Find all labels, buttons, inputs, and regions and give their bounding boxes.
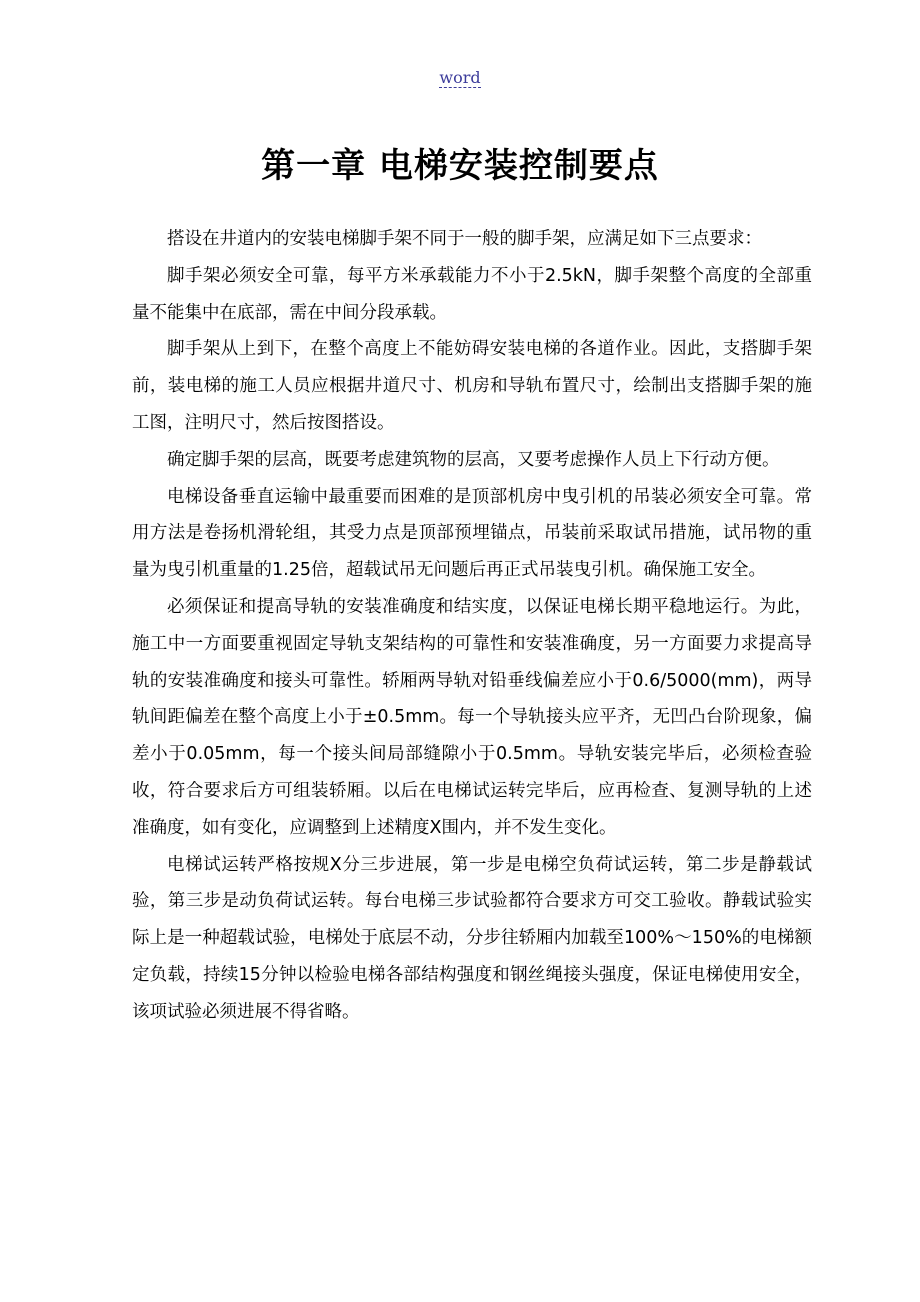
paragraph-intro: 搭设在井道内的安装电梯脚手架不同于一般的脚手架，应满足如下三点要求： — [167, 229, 762, 249]
paragraph-safety: 脚手架必须安全可靠，每平方米承载能力不小于2.5kN，脚手架整个高度的全部重量不能集中在底部，需在中间分段承载。 — [132, 265, 812, 323]
chapter-title: 第一章 电梯安装控制要点 — [261, 146, 659, 186]
header-word-label: word — [439, 68, 481, 87]
paragraph-test-run: 电梯试运转严格按规X分三步进展，第一步是电梯空负荷试运转，第二步是静载试验，第三步是动负荷试运转。每台电梯三步试验都符合要求方可交工验收。静载试验实际上是一种超载试验，电梯处于底层不动，分步往轿厢内加载至100%～150%的电梯额定负载，持续15分钟以检验电梯各部结构强度和钢丝绳接头强度，保证电梯使用安全，该项试验必须进展不得省略。 — [132, 854, 812, 1022]
paragraph-hoisting: 电梯设备垂直运输中最重要而困难的是顶部机房中曳引机的吊装必须安全可靠。常用方法是卷扬机滑轮组，其受力点是顶部预埋锚点，吊装前采取试吊措施，试吊物的重量为曳引机重量的1.25倍，超载试吊无问题后再正式吊装曳引机。确保施工安全。 — [132, 486, 812, 581]
paragraph-construction-plan: 脚手架从上到下，在整个高度上不能妨碍安装电梯的各道作业。因此，支搭脚手架前，装电梯的施工人员应根据井道尺寸、机房和导轨布置尺寸，绘制出支搭脚手架的施工图，注明尺寸，然后按图搭设。 — [132, 339, 812, 433]
document-body — [132, 221, 812, 1031]
page-header — [0, 66, 920, 90]
paragraph-floor-height: 确定脚手架的层高，既要考虑建筑物的层高，又要考虑操作人员上下行动方便。 — [167, 449, 780, 470]
paragraph-guide-rail: 必须保证和提高导轨的安装准确度和结实度，以保证电梯长期平稳地运行。为此，施工中一方面要重视固定导轨支架结构的可靠性和安装准确度，另一方面要力求提高导轨的安装准确度和接头可靠性。轿厢两导轨对铅垂线偏差应小于0.6/5000(mm)，两导轨间距偏差在整个高度上小于±0.5mm。每一个导轨接头应平齐，无凹凸台阶现象，偏差小于0.05mm，每一个接头间局部缝隙小于0.5mm。导轨安装完毕后，必须检查验收，符合要求后方可组装轿厢。以后在电梯试运转完毕后，应再检查、复测导轨的上述准确度，如有变化，应调整到上述精度X围内，并不发生变化。 — [132, 596, 812, 838]
